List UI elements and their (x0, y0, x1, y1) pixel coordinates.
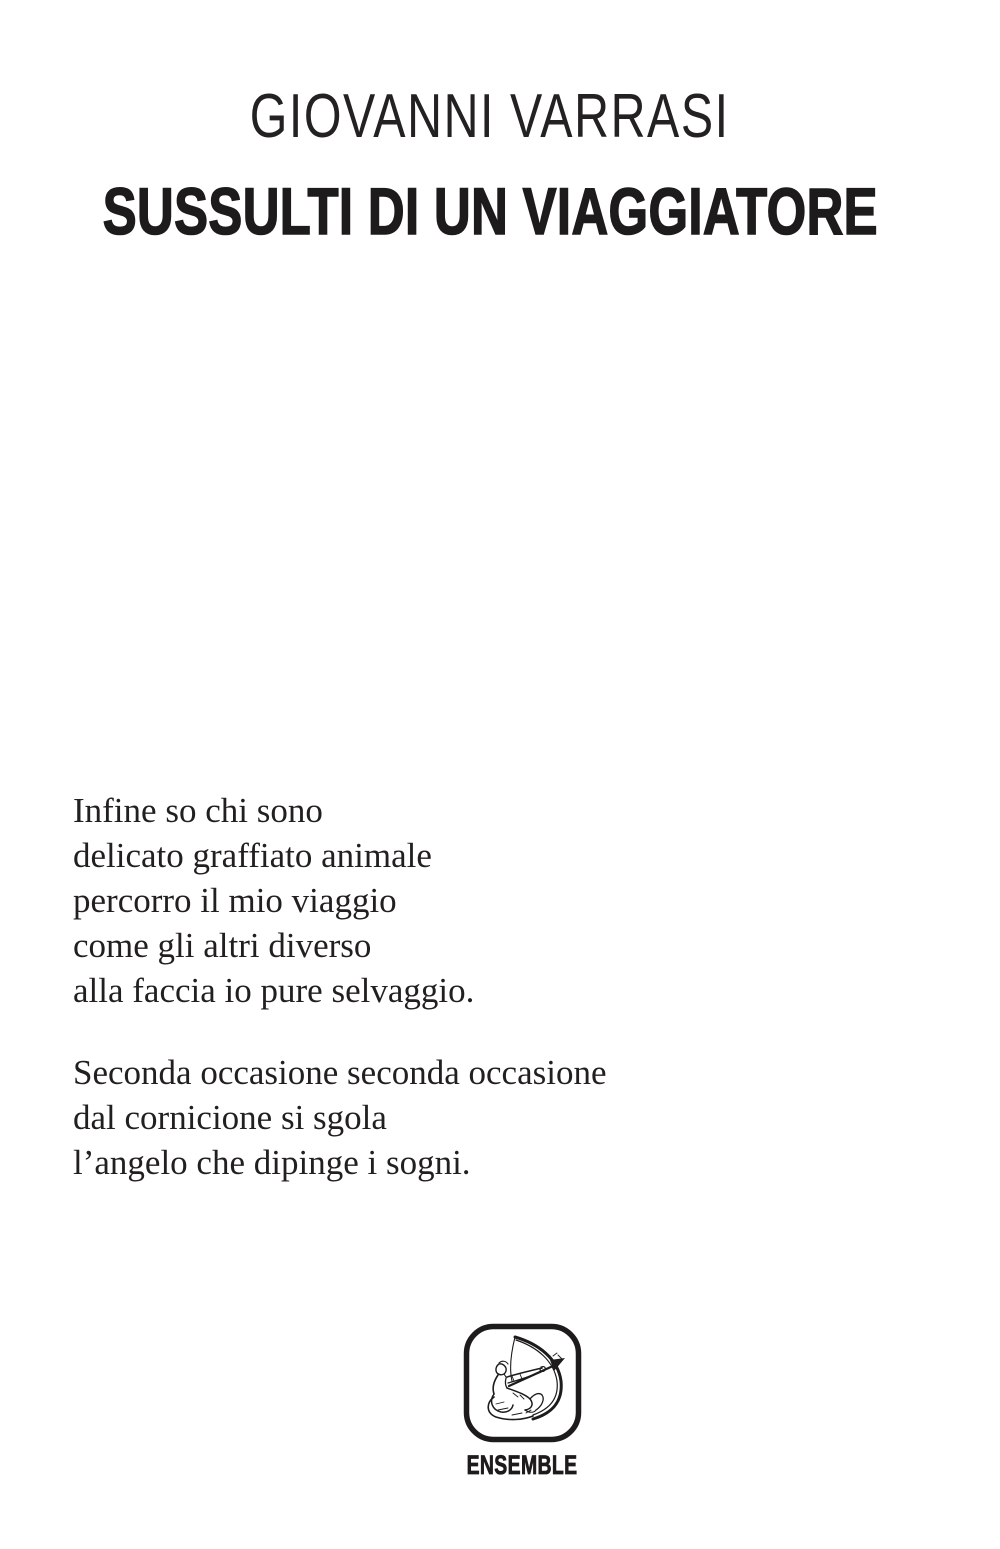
author-block (0, 82, 980, 151)
book-title: SUSSULTI DI UN VIAGGIATORE (102, 174, 878, 248)
title-block (0, 174, 980, 248)
poem-stanza-2 (73, 1050, 607, 1185)
author-name: GIOVANNI VARRASI (250, 82, 730, 151)
poem-line: come gli altri diverso (73, 926, 372, 965)
publisher-block (0, 1452, 1000, 1479)
poem-line: Infine so chi sono (73, 791, 323, 830)
poem-stanza-1 (73, 788, 607, 1013)
poem-line: dal cornicione si sgola (73, 1098, 387, 1137)
archer-icon publisher-logo (463, 1323, 582, 1443)
poem-line: alla faccia io pure selvaggio. (73, 971, 475, 1010)
poem-excerpt (73, 788, 607, 1185)
publisher-name: ENSEMBLE (466, 1450, 578, 1480)
poem-line: l’angelo che dipinge i sogni. (73, 1143, 471, 1182)
poem-line: percorro il mio viaggio (73, 881, 397, 920)
poem-line: Seconda occasione seconda occasione (73, 1053, 607, 1092)
poem-line: delicato graffiato animale (73, 836, 432, 875)
